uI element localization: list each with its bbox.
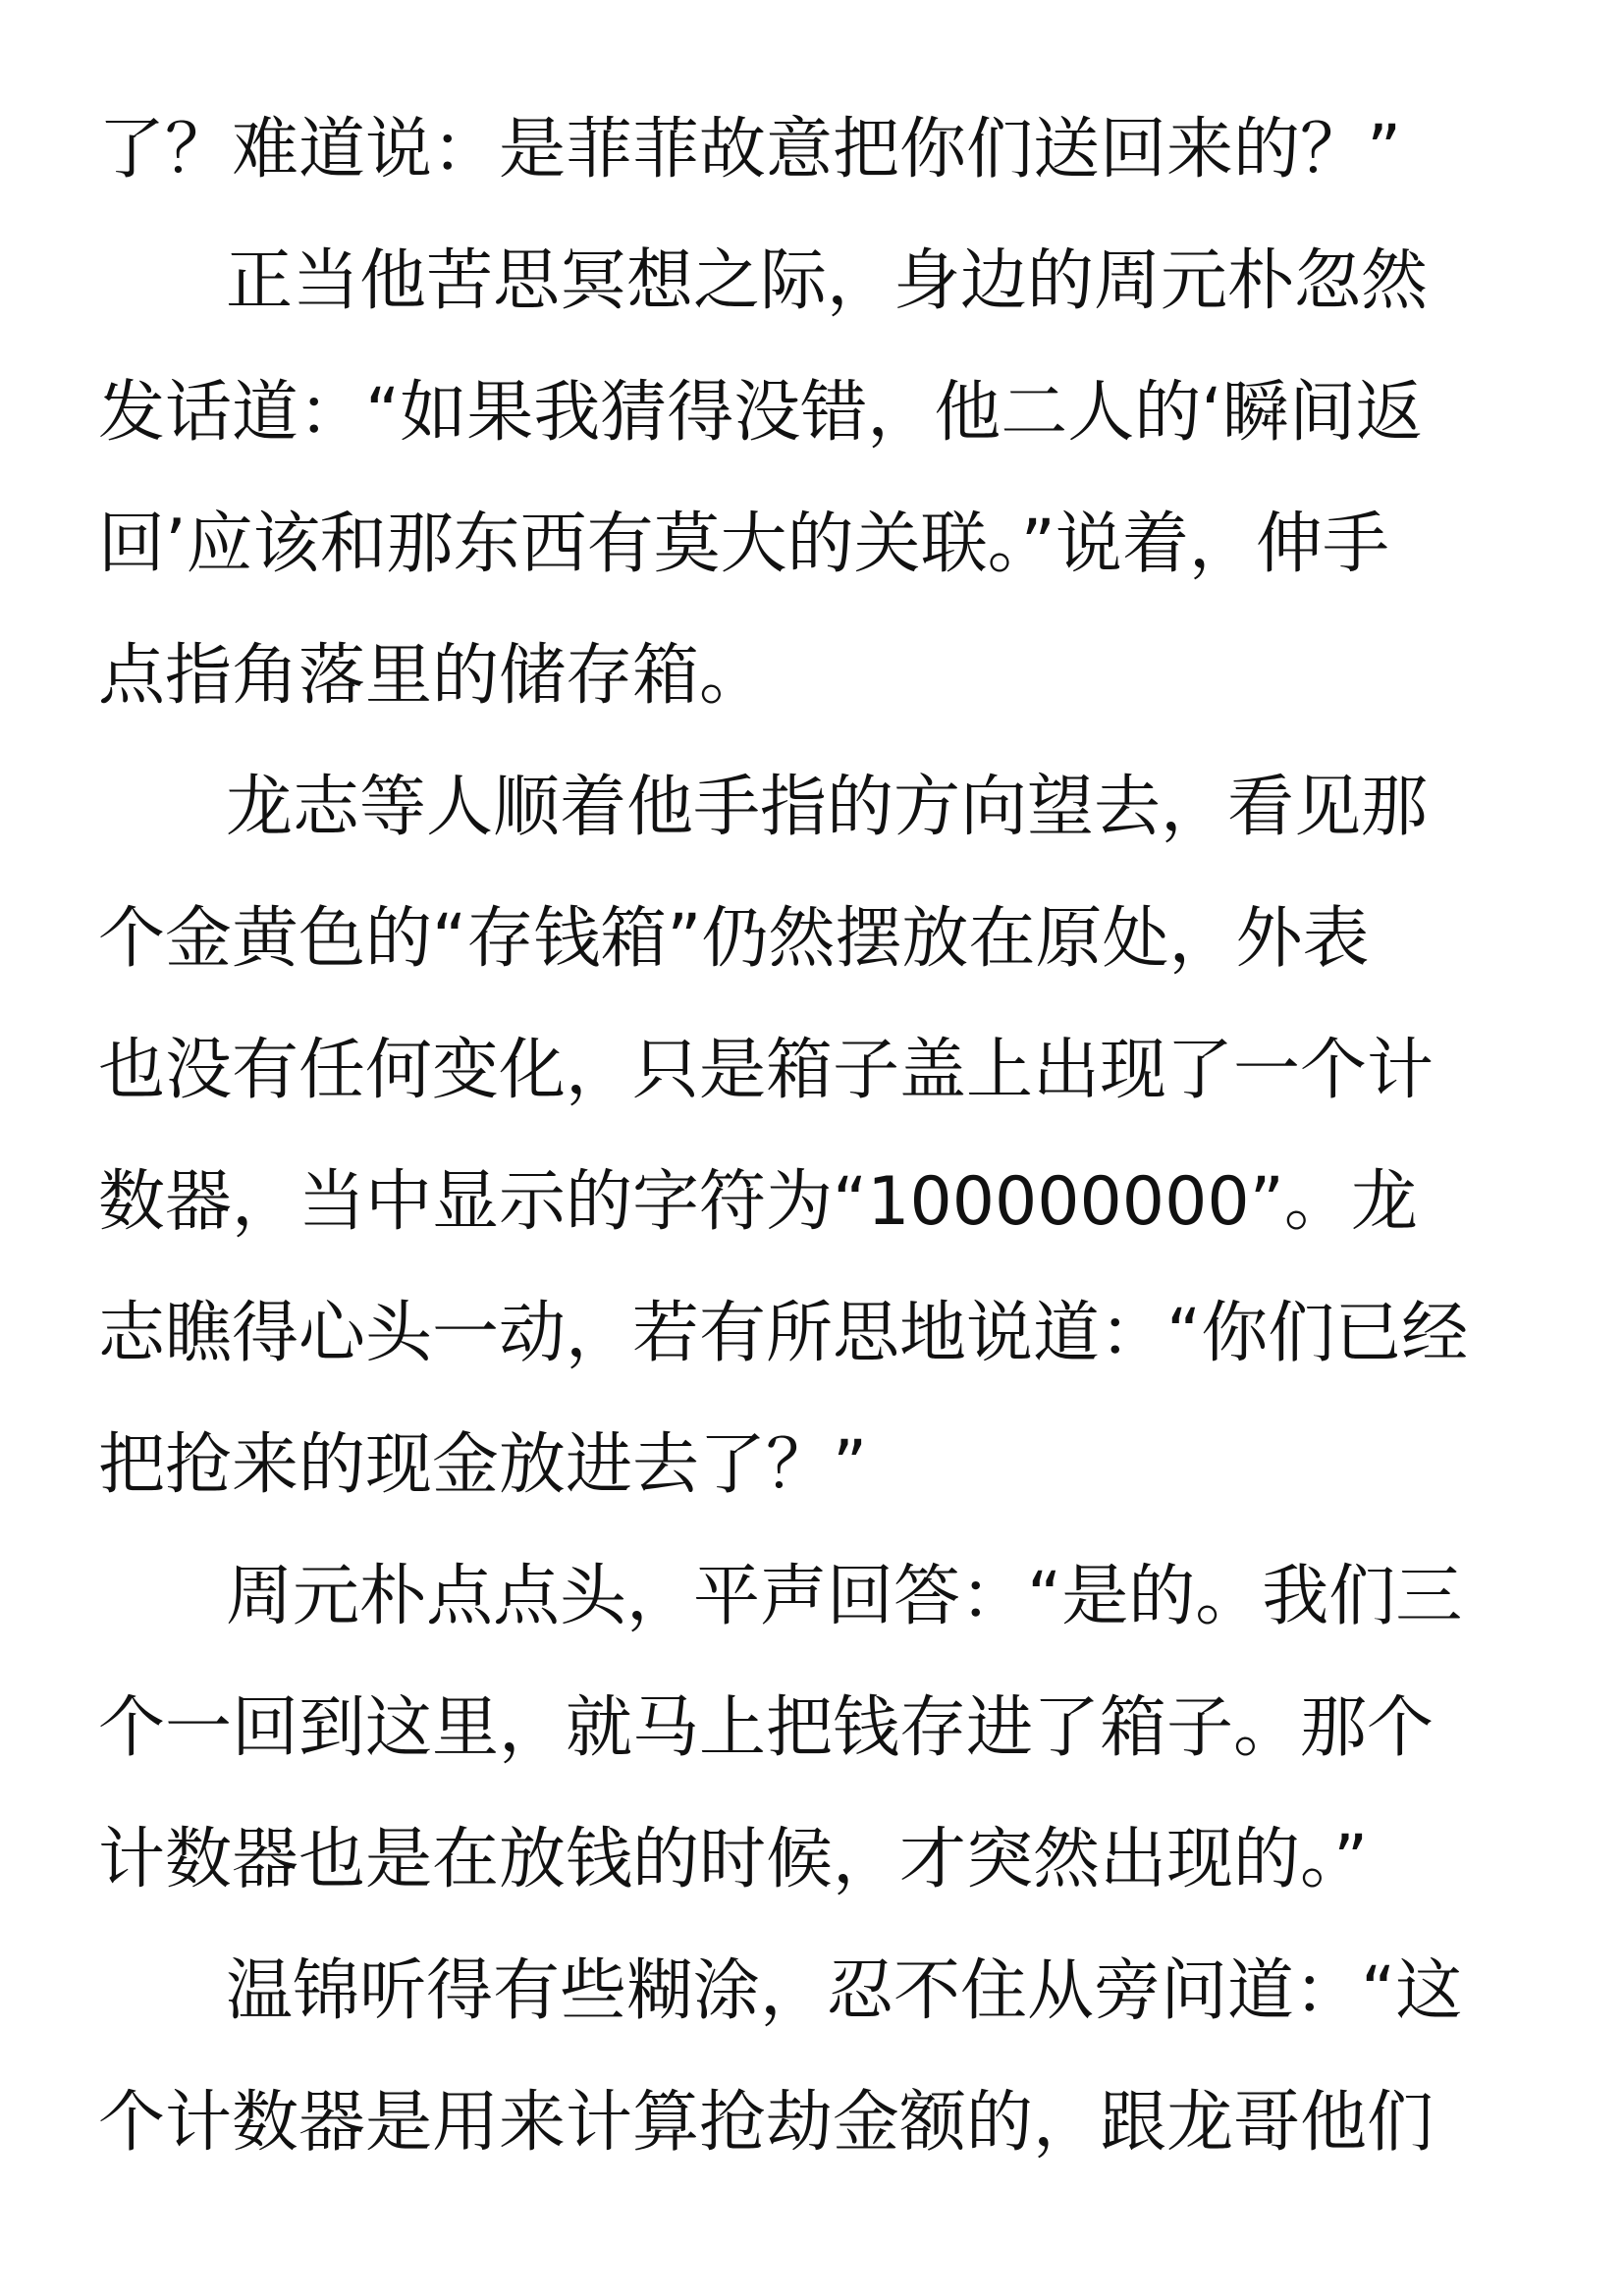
paragraph-start-line: 龙志等人顺着他手指的方向望去，看见那 xyxy=(226,769,1429,846)
text-line: 志瞧得心头一动，若有所思地说道：“你们已经 xyxy=(98,1295,1469,1372)
text-line: 点指角落里的储存箱。 xyxy=(98,637,767,715)
text-line: 计数器也是在放钱的时候，才突然出现的。” xyxy=(98,1821,1369,1898)
text-line: 回’应该和那东西有莫大的关联。”说着，伸手 xyxy=(98,506,1389,583)
body-text xyxy=(98,84,1542,2189)
text-line: 个计数器是用来计算抢劫金额的，跟龙哥他们 xyxy=(98,2084,1435,2162)
text-line: 个金黄色的“存钱箱”仍然摆放在原处，外表 xyxy=(98,900,1370,978)
text-line: 也没有任何变化，只是箱子盖上出现了一个计 xyxy=(98,1032,1435,1109)
text-line: 发话道：“如果我猜得没错，他二人的‘瞬间返 xyxy=(98,374,1423,452)
text-line: 把抢来的现金放进去了？” xyxy=(98,1426,868,1504)
paragraph-start-line: 正当他苦思冥想之际，身边的周元朴忽然 xyxy=(226,242,1429,320)
text-line: 数器，当中显示的字符为“100000000”。龙 xyxy=(98,1163,1418,1241)
text-line: 了？难道说：是菲菲故意把你们送回来的？” xyxy=(98,111,1402,188)
paragraph-start-line: 周元朴点点头，平声回答：“是的。我们三 xyxy=(226,1558,1463,1635)
paragraph-start-line: 温锦听得有些糊涂，忍不住从旁问道：“这 xyxy=(226,1952,1463,2030)
text-line: 个一回到这里，就马上把钱存进了箱子。那个 xyxy=(98,1689,1435,1767)
